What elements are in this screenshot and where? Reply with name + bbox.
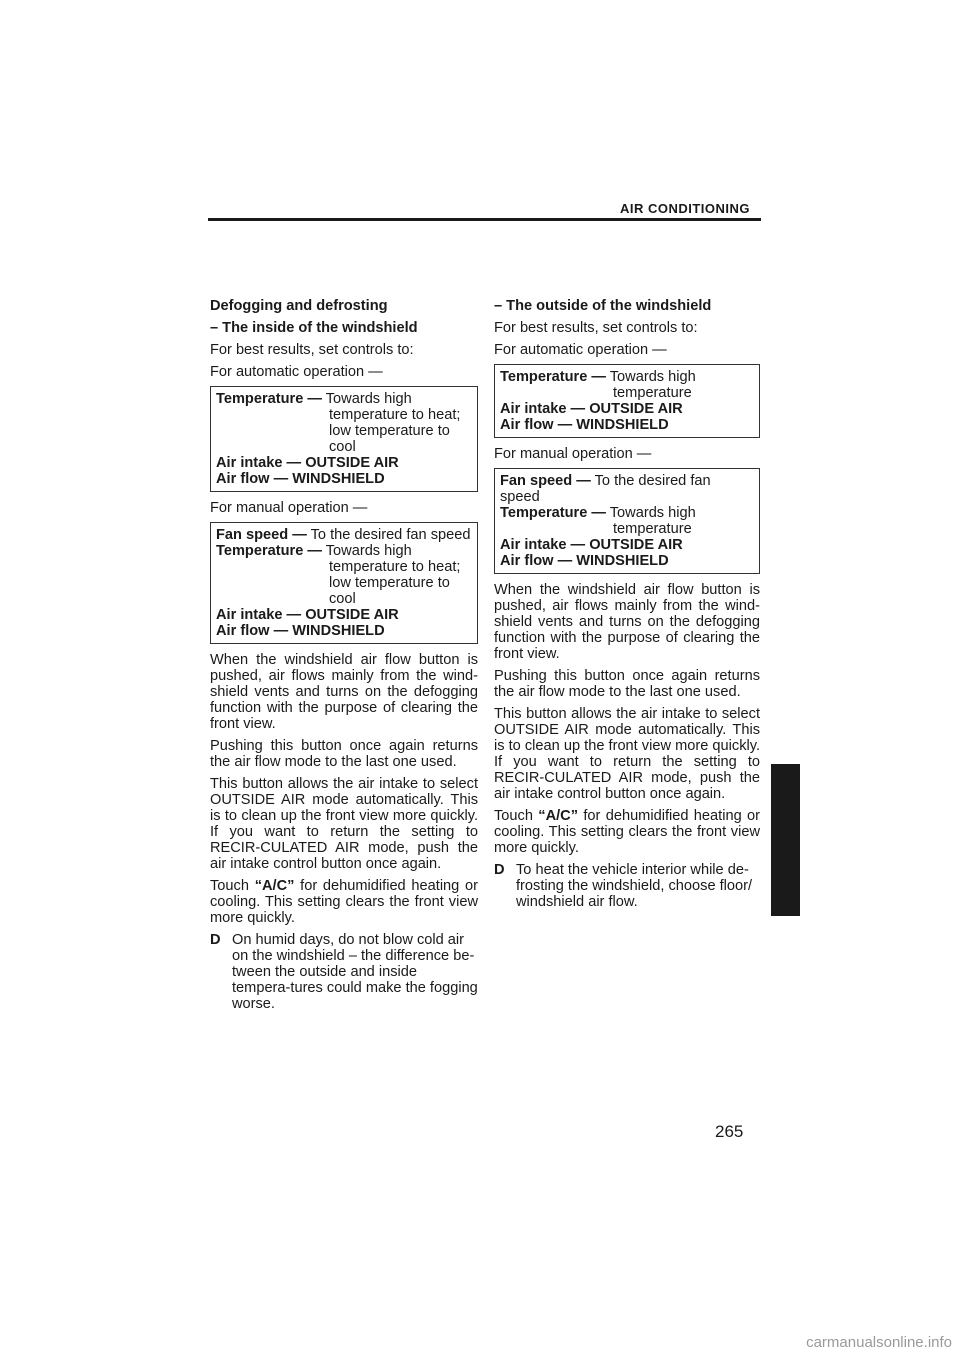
watermark: carmanualsonline.info — [806, 1334, 952, 1351]
ac-button-reference: “A/C” — [538, 808, 579, 824]
fan-speed-setting — [216, 527, 472, 543]
intro-text: For best results, set controls to: — [494, 320, 698, 336]
temperature-setting — [500, 369, 754, 385]
air-intake-setting: Air intake — OUTSIDE AIR — [216, 607, 399, 623]
text-run: for dehumidified heating or cooling. This setting clears the front view more quickly. — [494, 808, 760, 856]
text-run: Touch — [494, 808, 539, 824]
air-flow-setting: Air flow — WINDSHIELD — [216, 623, 385, 639]
air-intake-setting: Air intake — OUTSIDE AIR — [500, 537, 683, 553]
air-flow-setting: Air flow — WINDSHIELD — [216, 471, 385, 487]
text-run: for dehumidified heating or cooling. This setting clears the front view more quickly. — [210, 878, 479, 926]
body-paragraph: When the windshield air flow button is pushed, air flows mainly from the wind-shield vents and turns on the defogging function with the purpose of clearing the front view. — [210, 652, 478, 732]
temperature-label: Temperature — — [500, 505, 606, 521]
bullet-item — [494, 862, 760, 910]
bullet-mark: D — [210, 932, 221, 948]
fan-speed-value: To the desired fan speed — [310, 527, 471, 543]
intro-text: For best results, set controls to: — [210, 342, 414, 358]
body-paragraph: Pushing this button once again returns the air flow mode to the last one used. — [210, 738, 478, 770]
temperature-value: Towards high — [325, 391, 412, 407]
bullet-mark: D — [494, 862, 505, 878]
temperature-setting — [216, 543, 472, 559]
running-header: AIR CONDITIONING — [619, 201, 750, 216]
air-intake-setting: Air intake — OUTSIDE AIR — [216, 455, 399, 471]
manual-operation-label: For manual operation — — [210, 500, 368, 516]
left-column — [210, 298, 478, 1018]
temperature-value-line: cool — [329, 591, 356, 607]
temperature-value-line: cool — [329, 439, 356, 455]
automatic-operation-label: For automatic operation — — [210, 364, 383, 380]
text-run: Touch — [210, 878, 255, 894]
subsection-title: – The inside of the windshield — [210, 320, 418, 336]
page-number: 265 — [715, 1122, 744, 1141]
temperature-setting — [500, 505, 754, 521]
temperature-value-line: low temperature to — [329, 423, 450, 439]
automatic-settings-box — [210, 386, 478, 492]
bullet-text: On humid days, do not blow cold air on the windshield – the difference be-tween the outside and inside tempera-tures could make the fogging worse. — [232, 932, 478, 1012]
manual-settings-box — [210, 522, 478, 644]
temperature-value: Towards high — [325, 543, 412, 559]
ac-button-reference: “A/C” — [254, 878, 295, 894]
body-paragraph: This button allows the air intake to select OUTSIDE AIR mode automatically. This is to clean up the front view more quickly. If you want to return the setting to RECIR-CULATED AIR mode, push the air intake control button once again. — [494, 706, 760, 802]
body-paragraph: When the windshield air flow button is pushed, air flows mainly from the wind-shield vents and turns on the defogging function with the purpose of clearing the front view. — [494, 582, 760, 662]
body-paragraph — [210, 878, 478, 926]
air-flow-setting: Air flow — WINDSHIELD — [500, 553, 669, 569]
temperature-value-line: temperature — [613, 521, 692, 537]
automatic-settings-box — [494, 364, 760, 438]
temperature-value-line: temperature — [613, 385, 692, 401]
temperature-label: Temperature — — [216, 543, 322, 559]
temperature-value: Towards high — [609, 505, 696, 521]
section-title: Defogging and defrosting — [210, 298, 388, 314]
air-intake-setting: Air intake — OUTSIDE AIR — [500, 401, 683, 417]
fan-speed-label: Fan speed — — [500, 473, 591, 489]
bullet-text: To heat the vehicle interior while de-frosting the windshield, choose floor/ windshield air flow. — [516, 862, 753, 910]
temperature-value-line: low temperature to — [329, 575, 450, 591]
temperature-label: Temperature — — [216, 391, 322, 407]
temperature-value-line: temperature to heat; — [329, 559, 461, 575]
temperature-setting — [216, 391, 472, 407]
body-paragraph: Pushing this button once again returns the air flow mode to the last one used. — [494, 668, 760, 700]
manual-settings-box — [494, 468, 760, 574]
header-rule — [208, 218, 761, 221]
temperature-value: Towards high — [609, 369, 696, 385]
fan-speed-setting — [500, 473, 754, 505]
fan-speed-value: To the desired fan speed — [500, 473, 711, 505]
temperature-label: Temperature — — [500, 369, 606, 385]
manual-operation-label: For manual operation — — [494, 446, 652, 462]
right-column — [494, 298, 760, 916]
air-flow-setting: Air flow — WINDSHIELD — [500, 417, 669, 433]
body-paragraph — [494, 808, 760, 856]
automatic-operation-label: For automatic operation — — [494, 342, 667, 358]
temperature-value-line: temperature to heat; — [329, 407, 461, 423]
fan-speed-label: Fan speed — — [216, 527, 307, 543]
bullet-item — [210, 932, 478, 1012]
chapter-tab-marker — [771, 764, 800, 916]
subsection-title: – The outside of the windshield — [494, 298, 712, 314]
body-paragraph: This button allows the air intake to select OUTSIDE AIR mode automatically. This is to clean up the front view more quickly. If you want to return the setting to RECIR-CULATED AIR mode, push the air intake control button once again. — [210, 776, 478, 872]
